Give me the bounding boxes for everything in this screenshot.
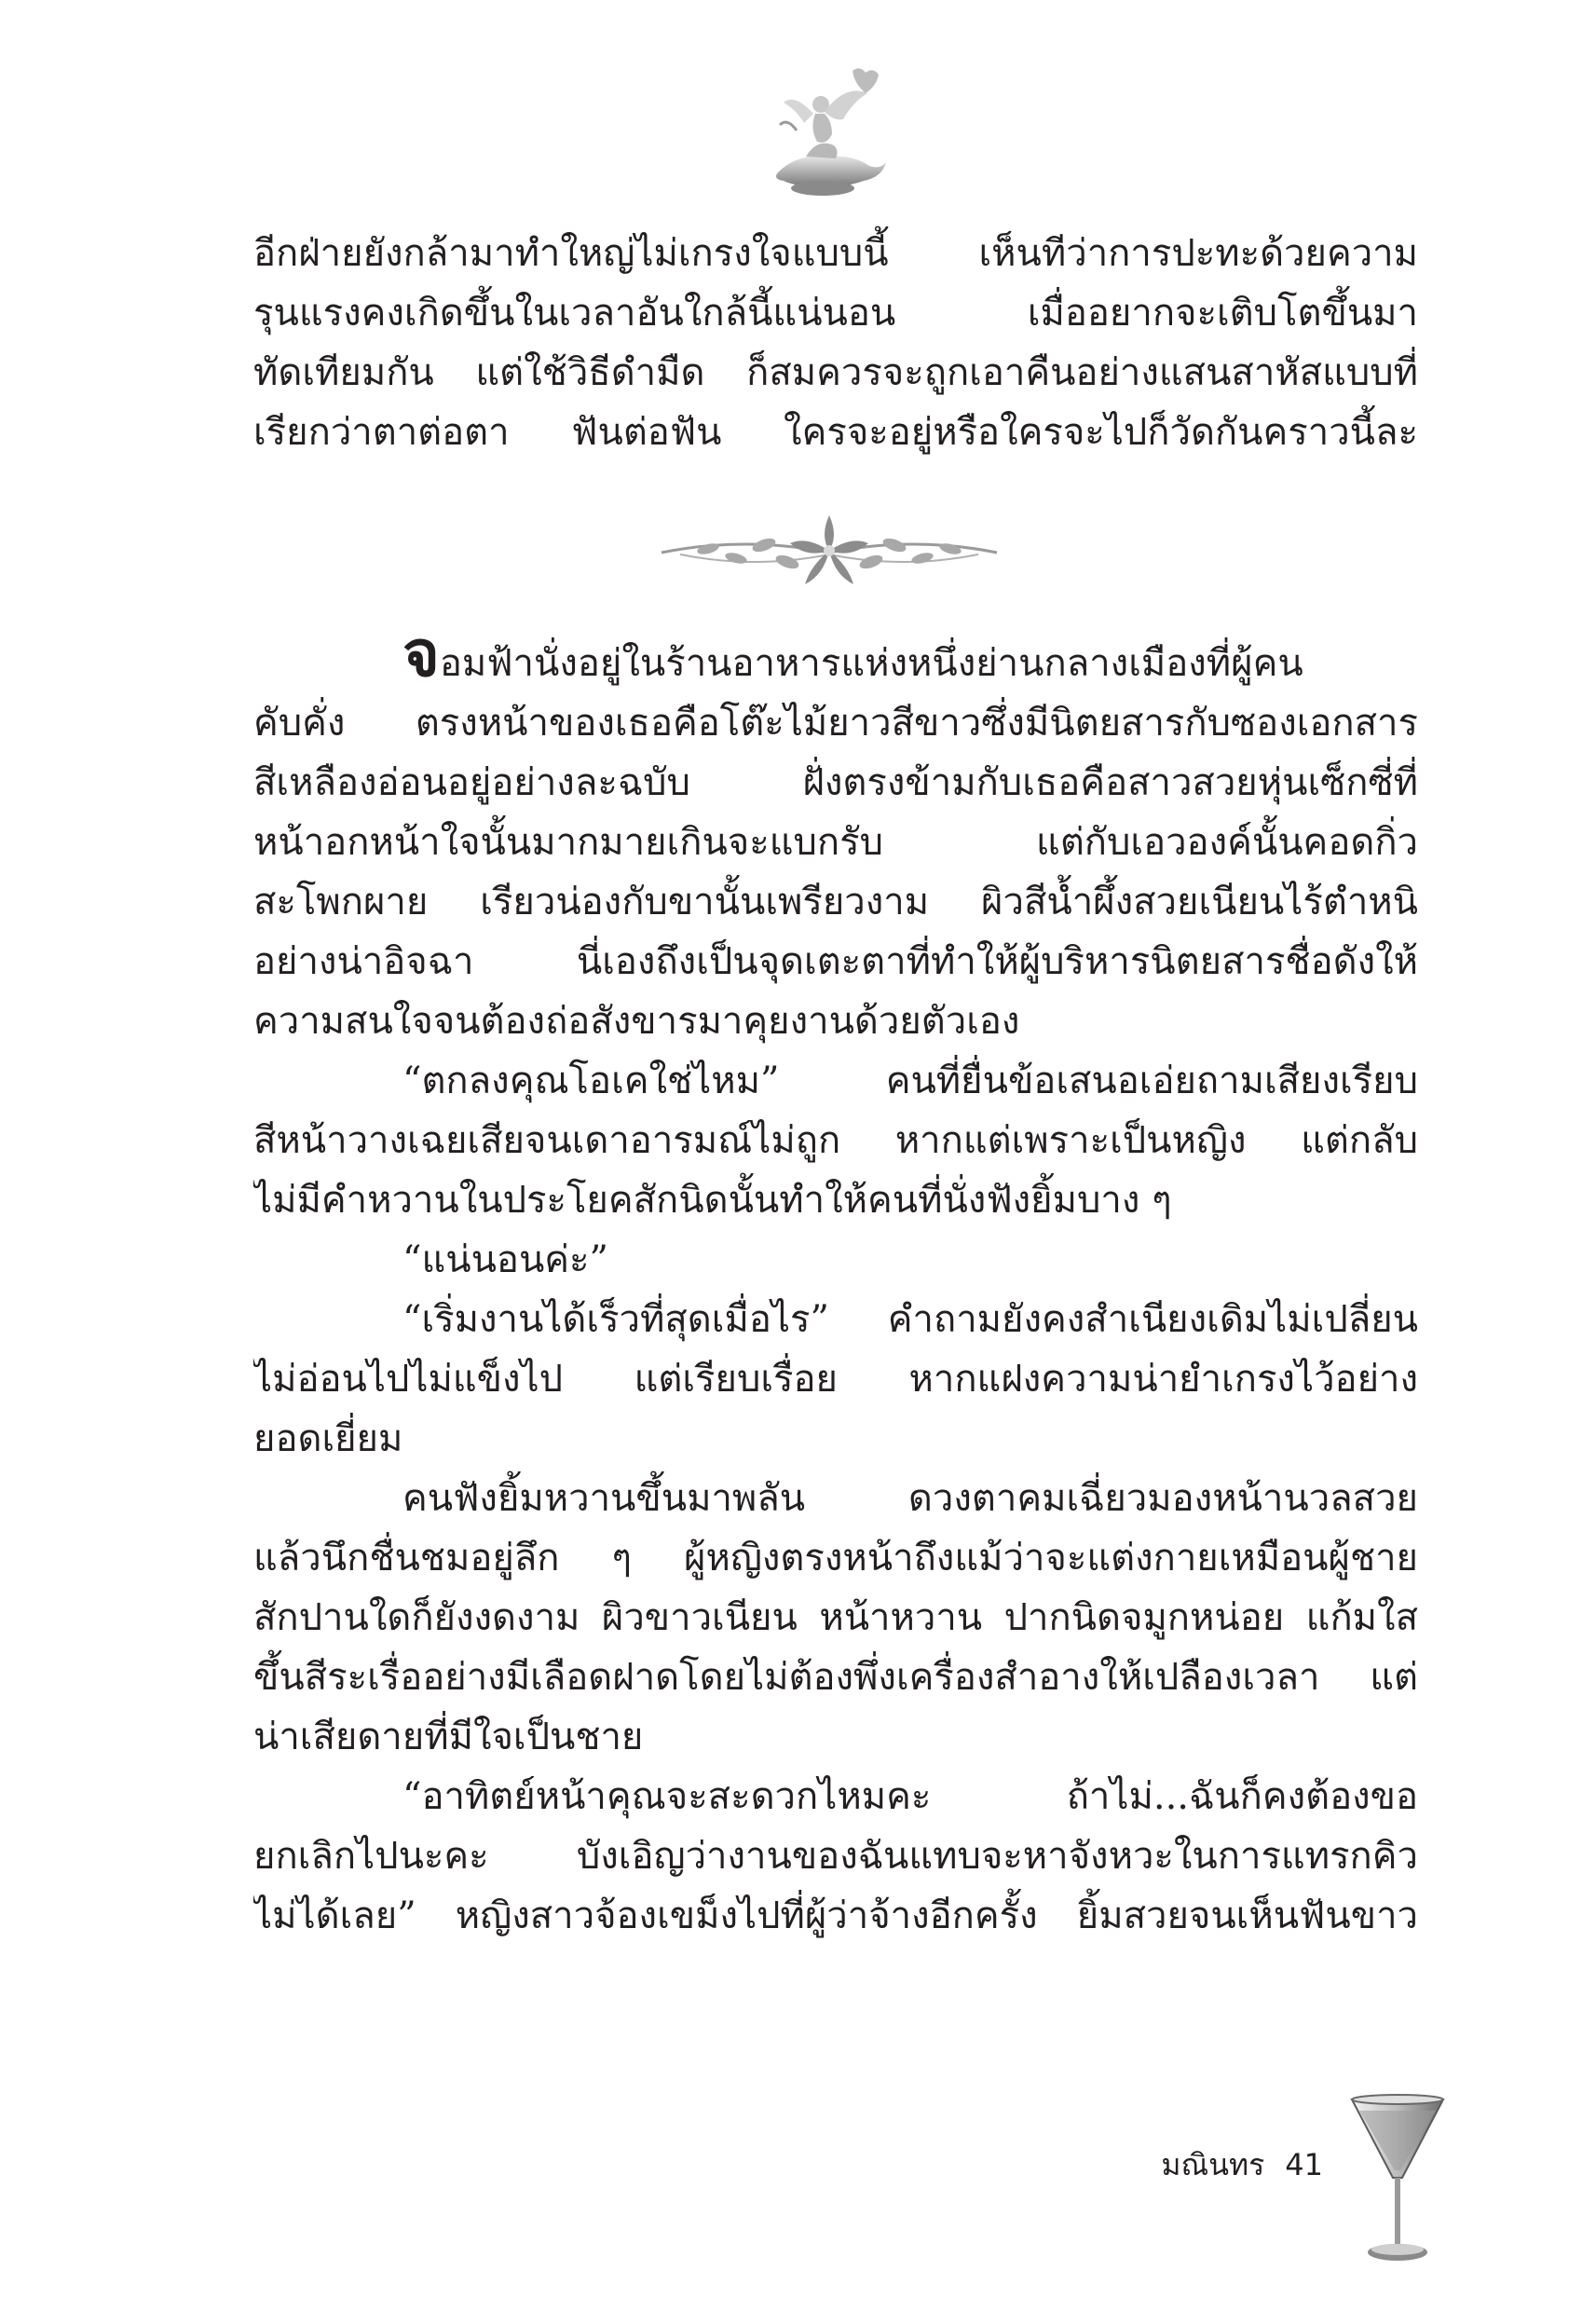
text-line: “เริ่มงานได้เร็วที่สุดเมื่อไร” คำถามยังคงสำเนียงเดิมไม่เปลี่ยน [402, 1298, 1418, 1341]
text-line: คับคั่ง ตรงหน้าของเธอคือโต๊ะไม้ยาวสีขาวซึ่งมีนิตยสารกับซองเอกสาร [253, 702, 1418, 745]
text-line: อีกฝ่ายยังกล้ามาทำใหญ่ไม่เกรงใจแบบนี้ เห็นทีว่าการปะทะด้วยความ [253, 232, 1418, 275]
text-line: น่าเสียดายที่มีใจเป็นชาย [253, 1716, 644, 1758]
text-line: ไม่มีคำหวานในประโยคสักนิดนั้นทำให้คนที่นั่งฟังยิ้มบาง ๆ [253, 1179, 1172, 1222]
text-line-first [253, 634, 1418, 693]
text-line: หน้าอกหน้าใจนั้นมากมายเกินจะแบกรับ แต่กับเอวองค์นั้นคอดกิ่ว [253, 821, 1418, 864]
text-line: “อาทิตย์หน้าคุณจะสะดวกไหมคะ ถ้าไม่...ฉันก็คงต้องขอ [402, 1775, 1418, 1818]
page-number: 41 [1285, 2147, 1323, 2182]
text-line: ไม่อ่อนไปไม่แข็งไป แต่เรียบเรื่อย หากแฝงความน่ายำเกรงไว้อย่าง [253, 1358, 1418, 1401]
text-line: ไม่ได้เลย” หญิงสาวจ้องเขม็งไปที่ผู้ว่าจ้างอีกครั้ง ยิ้มสวยจนเห็นฟันขาว [253, 1894, 1418, 1937]
text-line: เรียกว่าตาต่อตา ฟันต่อฟัน ใครจะอยู่หรือใครจะไปก็วัดกันคราวนี้ละ [253, 411, 1418, 454]
text-line: “แน่นอนค่ะ” [402, 1238, 608, 1281]
text-line: สักปานใดก็ยังงดงาม ผิวขาวเนียน หน้าหวาน ปากนิดจมูกหน่อย แก้มใส [253, 1596, 1418, 1639]
text-line-rest: อมฟ้านั่งอยู่ในร้านอาหารแห่งหนึ่งย่านกลางเมืองที่ผู้คน [439, 642, 1303, 685]
text-line: ยกเลิกไปนะคะ บังเอิญว่างานของฉันแทบจะหาจังหวะในการแทรกคิว [253, 1835, 1418, 1878]
text-line: ความสนใจจนต้องถ่อสังขารมาคุยงานด้วยตัวเอง [253, 1000, 1020, 1043]
drop-cap: จ [402, 634, 440, 691]
cupid-lamp-icon [759, 65, 890, 205]
text-line: ยอดเยี่ยม [253, 1417, 403, 1460]
text-line: สีเหลืองอ่อนอยู่อย่างละฉบับ ฝั่งตรงข้ามกับเธอคือสาวสวยหุ่นเซ็กซี่ที่ [253, 761, 1418, 804]
text-line: แล้วนึกชื่นชมอยู่ลึก ๆ ผู้หญิงตรงหน้าถึงแม้ว่าจะแต่งกายเหมือนผู้ชาย [253, 1537, 1418, 1579]
text-line: สะโพกผาย เรียวน่องกับขานั้นเพรียวงาม ผิวสีน้ำผึ้งสวยเนียนไร้ตำหนิ [253, 881, 1418, 923]
martini-glass-icon [1346, 2092, 1449, 2269]
author-name: มณินทร [1161, 2147, 1265, 2182]
text-line: คนฟังยิ้มหวานขึ้นมาพลัน ดวงตาคมเฉี่ยวมองหน้านวลสวย [402, 1477, 1418, 1520]
text-line: อย่างน่าอิจฉา นี่เองถึงเป็นจุดเตะตาที่ทำให้ผู้บริหารนิตยสารชื่อดังให้ [253, 940, 1418, 983]
page-footer [1099, 2146, 1323, 2183]
text-line: ขึ้นสีระเรื่ออย่างมีเลือดฝาดโดยไม่ต้องพึ่งเครื่องสำอางให้เปลืองเวลา แต่ [253, 1656, 1418, 1699]
text-line: ทัดเทียมกัน แต่ใช้วิธีดำมืด ก็สมควรจะถูกเอาคืนอย่างแสนสาหัสแบบที่ [253, 351, 1418, 394]
floral-divider-icon [652, 508, 1006, 592]
opening-paragraph [253, 224, 1418, 462]
text-line: “ตกลงคุณโอเคใช่ไหม” คนที่ยื่นข้อเสนอเอ่ยถามเสียงเรียบ [402, 1060, 1418, 1102]
main-paragraph [253, 634, 1418, 1946]
text-line: รุนแรงคงเกิดขึ้นในเวลาอันใกล้นี้แน่นอน เมื่ออยากจะเติบโตขึ้นมา [253, 292, 1418, 335]
text-line: สีหน้าวางเฉยเสียจนเดาอารมณ์ไม่ถูก หากแต่เพราะเป็นหญิง แต่กลับ [253, 1119, 1418, 1162]
